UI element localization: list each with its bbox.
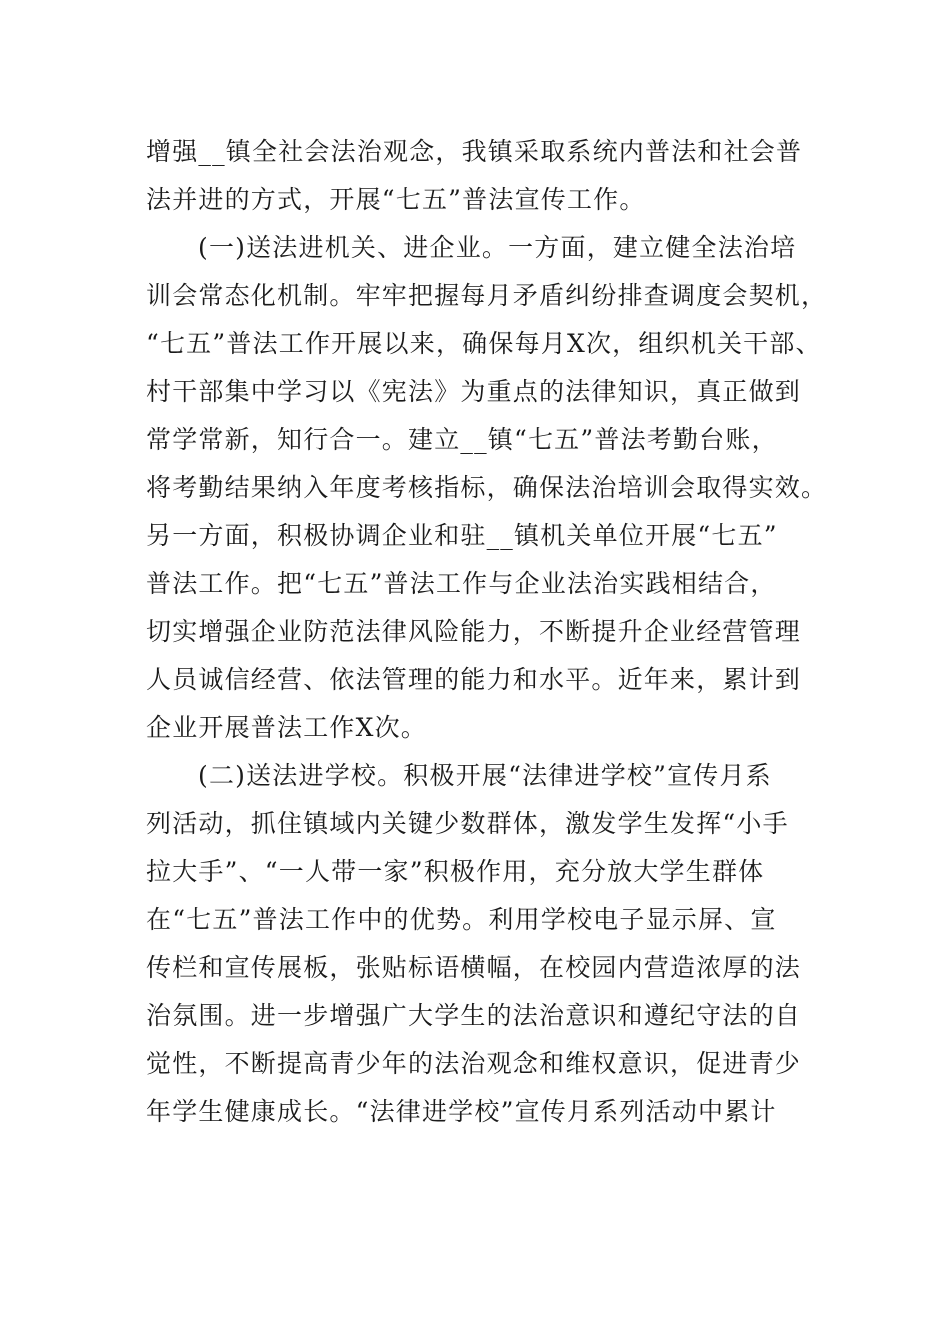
text-line: 将考勤结果纳入年度考核指标，确保法治培训会取得实效。 xyxy=(146,473,828,502)
text-line: 常学常新，知行合一。建立__镇“七五”普法考勤台账， xyxy=(146,425,778,454)
text-line: 治氛围。进一步增强广大学生的法治意识和遵纪守法的自 xyxy=(146,1001,802,1030)
text-line: 列活动，抓住镇域内关键少数群体，激发学生发挥“小手 xyxy=(146,809,789,838)
text-line: 企业开展普法工作X次。 xyxy=(146,713,427,742)
text-line: 在“七五”普法工作中的优势。利用学校电子显示屏、宣 xyxy=(146,905,777,934)
text-line: 另一方面，积极协调企业和驻__镇机关单位开展“七五” xyxy=(146,521,778,550)
text-line: 切实增强企业防范法律风险能力，不断提升企业经营管理 xyxy=(146,617,802,646)
text-line: 法并进的方式，开展“七五”普法宣传工作。 xyxy=(146,185,646,214)
text-line: 年学生健康成长。“法律进学校”宣传月系列活动中累计 xyxy=(146,1097,777,1126)
body-text xyxy=(146,128,828,1136)
text-line: 拉大手”、“一人带一家”积极作用，充分放大学生群体 xyxy=(146,857,765,886)
text-line: 增强__镇全社会法治观念，我镇采取系统内普法和社会普 xyxy=(146,137,803,166)
text-line: 训会常态化机制。牢牢把握每月矛盾纠纷排查调度会契机， xyxy=(146,281,828,310)
text-line: “七五”普法工作开展以来，确保每月X次，组织机关干部、 xyxy=(146,329,822,358)
paragraph-heading-line: (一)送法进机关、进企业。一方面，建立健全法治培 xyxy=(198,233,797,262)
text-line: 普法工作。把“七五”普法工作与企业法治实践相结合， xyxy=(146,569,777,598)
text-line: 觉性，不断提高青少年的法治观念和维权意识，促进青少 xyxy=(146,1049,802,1078)
text-line: 村干部集中学习以《宪法》为重点的法律知识，真正做到 xyxy=(146,377,802,406)
paragraph-heading-line: (二)送法进学校。积极开展“法律进学校”宣传月系 xyxy=(198,761,772,790)
text-line: 人员诚信经营、依法管理的能力和水平。近年来，累计到 xyxy=(146,665,802,694)
text-line: 传栏和宣传展板，张贴标语横幅，在校园内营造浓厚的法 xyxy=(146,953,802,982)
